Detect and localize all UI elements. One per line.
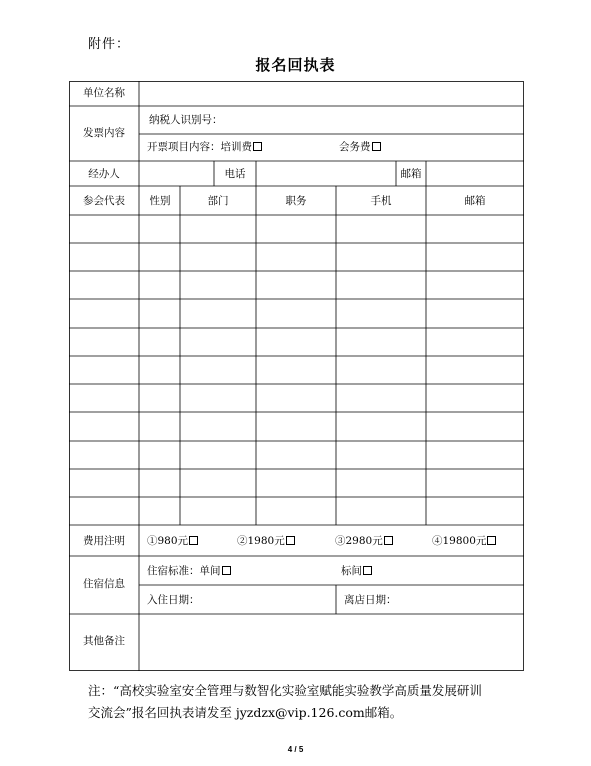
checkbox-fee-1[interactable] <box>189 536 198 545</box>
registration-form-table <box>69 81 524 671</box>
label-email: 邮箱 <box>400 168 422 180</box>
checkbox-fee-4[interactable] <box>487 536 496 545</box>
note-line-1: 注：“高校实验室安全管理与数智化实验室赋能实验教学高质量发展研训 <box>88 683 482 698</box>
fee-option-1 <box>147 536 198 547</box>
checkbox-fee-2[interactable] <box>286 536 295 545</box>
fee-option-4-label: ④19800元 <box>432 535 487 547</box>
footer-note <box>88 680 528 724</box>
label-phone: 电话 <box>224 168 246 180</box>
page-number: 4 / 5 <box>287 745 304 754</box>
lodging-single-option <box>147 566 231 577</box>
checkbox-standard-room[interactable] <box>363 566 372 575</box>
col-mobile: 手机 <box>370 195 392 207</box>
note-line-2: 交流会”报名回执表请发至 jyzdzx@vip.126.com邮箱。 <box>88 705 403 720</box>
form-title: 报名回执表 <box>255 56 336 74</box>
checkbox-training-fee[interactable] <box>253 142 262 151</box>
label-invoice-items: 开票项目内容：培训费 <box>147 141 252 153</box>
label-tax-id: 纳税人识别号： <box>149 114 223 126</box>
lodging-standard-option <box>341 566 372 577</box>
fee-option-3 <box>335 536 393 547</box>
label-fee-note: 费用注明 <box>83 535 125 547</box>
label-checkin-date: 入住日期： <box>147 594 200 606</box>
col-email: 邮箱 <box>464 195 486 207</box>
label-handler: 经办人 <box>88 168 120 180</box>
table-grid-lines <box>69 81 524 671</box>
col-position: 职务 <box>285 195 307 207</box>
fee-option-2 <box>237 536 295 547</box>
checkbox-single-room[interactable] <box>222 566 231 575</box>
fee-option-2-label: ②1980元 <box>237 535 285 547</box>
label-lodging-standard: 住宿标准：单间 <box>147 565 221 577</box>
fee-option-3-label: ③2980元 <box>335 535 383 547</box>
checkbox-meeting-fee[interactable] <box>372 142 381 151</box>
meeting-fee-option <box>339 142 381 153</box>
label-other-notes: 其他备注 <box>83 635 125 647</box>
label-lodging: 住宿信息 <box>83 578 125 590</box>
fee-option-4 <box>432 536 496 547</box>
fee-option-1-label: ①980元 <box>147 535 189 547</box>
label-meeting-fee: 会务费 <box>339 141 371 153</box>
checkbox-fee-3[interactable] <box>384 536 393 545</box>
col-gender: 性别 <box>149 195 171 207</box>
label-attendees: 参会代表 <box>83 195 125 207</box>
label-unit-name: 单位名称 <box>83 87 125 99</box>
table-border <box>70 82 524 671</box>
label-checkout-date: 离店日期： <box>344 594 397 606</box>
attachment-label: 附件： <box>88 37 131 52</box>
label-invoice-content: 发票内容 <box>83 127 125 139</box>
invoice-items-option <box>147 142 262 153</box>
col-department: 部门 <box>207 195 229 207</box>
label-standard-room: 标间 <box>341 565 362 577</box>
